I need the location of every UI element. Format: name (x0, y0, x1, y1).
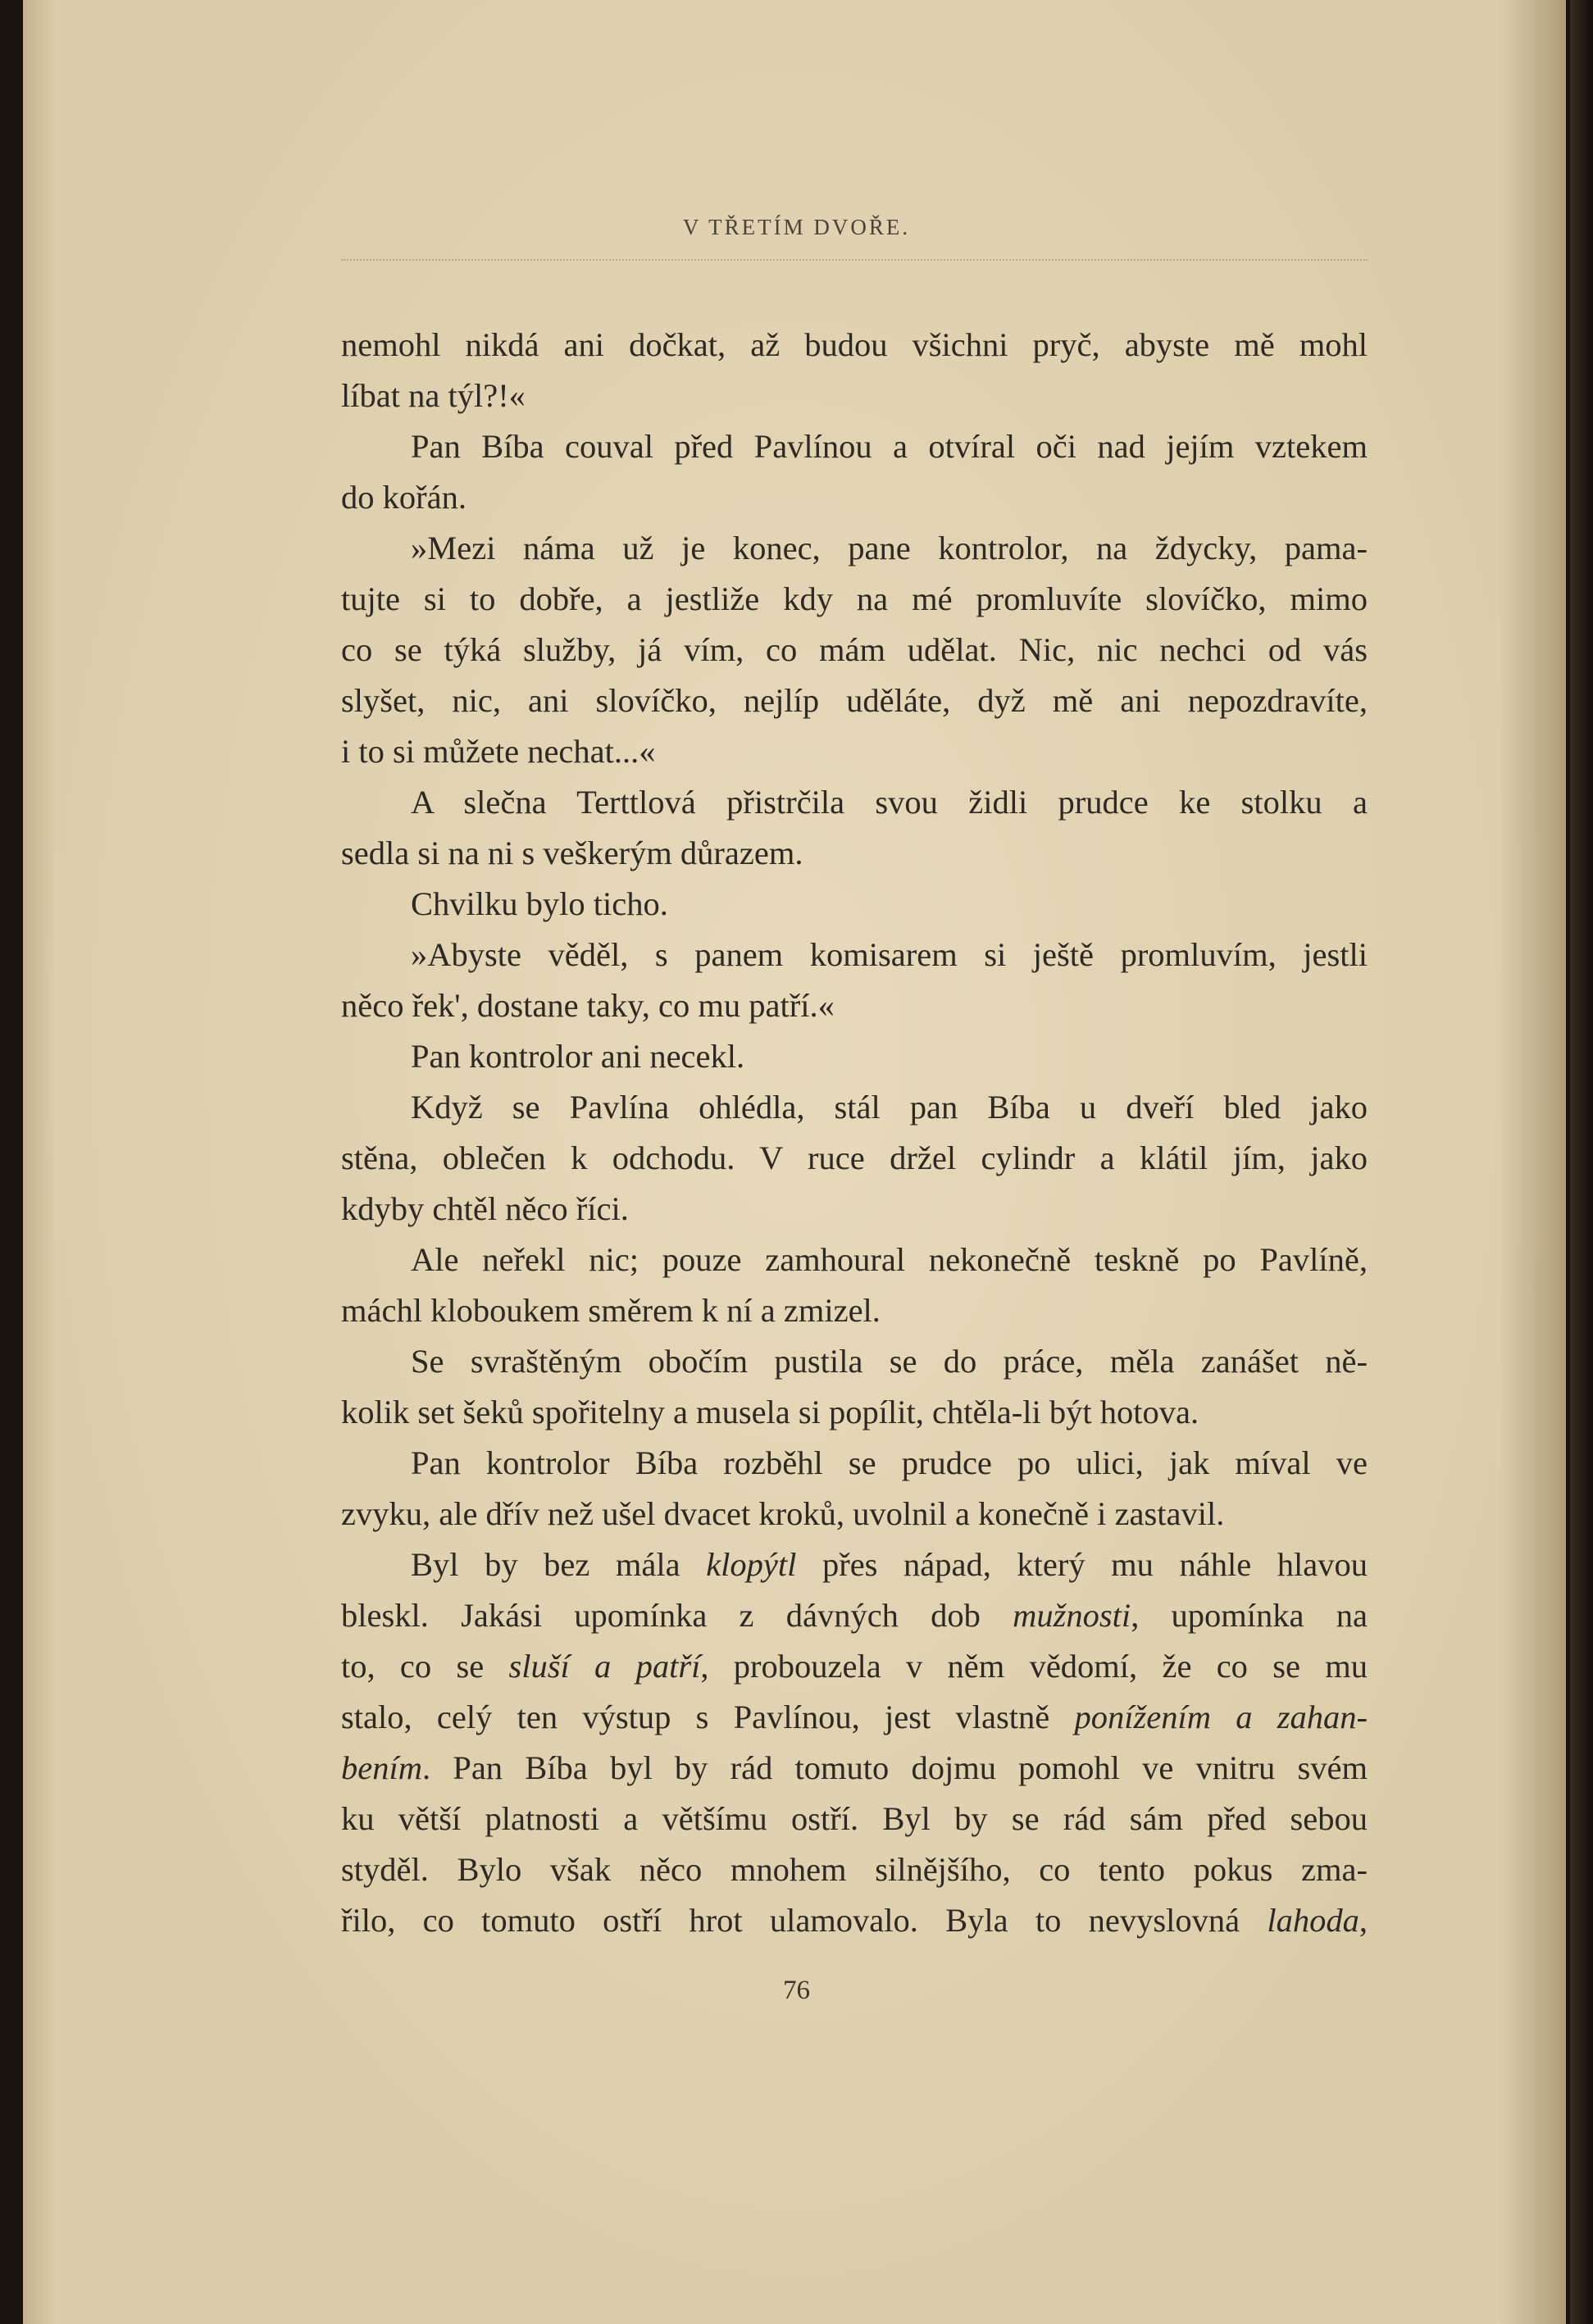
text-line: Pan kontrolor Bíba rozběhl se prudce po ulici, jak míval ve (411, 1444, 1368, 1481)
running-header: V TŘETÍM DVOŘE. (682, 215, 911, 239)
text-line: kolik set šeků spořitelny a musela si popílit, chtěla-li být hotova. (341, 1394, 1199, 1430)
text-line: Pan kontrolor ani necekl. (411, 1038, 745, 1075)
text-line: nemohl nikdá ani dočkat, až budou všichni pryč, abyste mě mohl (341, 326, 1368, 363)
text-line: máchl kloboukem směrem k ní a zmizel. (341, 1292, 881, 1329)
text-line: tujte si to dobře, a jestliže kdy na mé promluvíte slovíčko, mimo (341, 580, 1368, 617)
text-line: stěna, oblečen k odchodu. V ruce držel cylindr a klátil jím, jako (341, 1139, 1368, 1176)
text-line: co se týká služby, já vím, co mám udělat. Nic, nic nechci od vás (341, 631, 1368, 668)
paragraph-italics-line-5: bením. Pan Bíba byl by rád tomuto dojmu pomohl ve vnitru svém (341, 1749, 1368, 1786)
paragraph-italics-line-1: Byl by bez mála klopýtl přes nápad, který mu náhle hlavou (411, 1546, 1368, 1583)
paragraph-italics-line-4: stalo, celý ten výstup s Pavlínou, jest vlastně ponížením a zahan- (341, 1699, 1368, 1735)
header-rule (341, 259, 1368, 261)
text-line: něco řek', dostane taky, co mu patří.« (341, 987, 835, 1024)
text-line: »Abyste věděl, s panem komisarem si ještě promluvím, jestli (411, 936, 1368, 973)
text-line: kdyby chtěl něco říci. (341, 1190, 629, 1227)
text-line: Když se Pavlína ohlédla, stál pan Bíba u dveří bled jako (411, 1089, 1368, 1126)
text-line: A slečna Terttlová přistrčila svou židli prudce ke stolku a (411, 784, 1368, 821)
paragraph-list (341, 320, 1368, 1539)
paragraph-italics-line-6: ku větší platnosti a většímu ostří. Byl by se rád sám před sebou (341, 1800, 1368, 1837)
paragraph-italics-line-8: řilo, co tomuto ostří hrot ulamovalo. Byla to nevyslovná lahoda, (341, 1902, 1368, 1939)
page-number: 76 (783, 1976, 810, 2005)
text-line: i to si můžete nechat...« (341, 733, 656, 770)
text-line: »Mezi náma už je konec, pane kontrolor, na ždycky, pama- (411, 530, 1368, 566)
text-line: Chvilku bylo ticho. (411, 885, 668, 922)
text-line: do kořán. (341, 479, 467, 516)
text-line: Ale neřekl nic; pouze zamhoural nekonečně teskně po Pavlíně, (411, 1241, 1368, 1278)
text-line: slyšet, nic, ani slovíčko, nejlíp uděláte, dyž mě ani nepozdravíte, (341, 682, 1368, 719)
body-text (341, 320, 1368, 1946)
text-line: líbat na týl?!« (341, 377, 526, 414)
paragraph-italics-line-2: bleskl. Jakási upomínka z dávných dob mužnosti, upomínka na (341, 1597, 1368, 1634)
text-line: zvyku, ale dřív než ušel dvacet kroků, uvolnil a konečně i zastavil. (341, 1495, 1225, 1532)
text-line: Se svraštěným obočím pustila se do práce, měla zanášet ně- (411, 1343, 1368, 1380)
text-line: sedla si na ni s veškerým důrazem. (341, 835, 803, 871)
paragraph-italics-line-3: to, co se sluší a patří, probouzela v něm vědomí, že co se mu (341, 1648, 1368, 1685)
text-line: Pan Bíba couval před Pavlínou a otvíral oči nad jejím vztekem (411, 428, 1368, 465)
paragraph-italics-line-7: styděl. Bylo však něco mnohem silnějšího, co tento pokus zma- (341, 1851, 1368, 1888)
